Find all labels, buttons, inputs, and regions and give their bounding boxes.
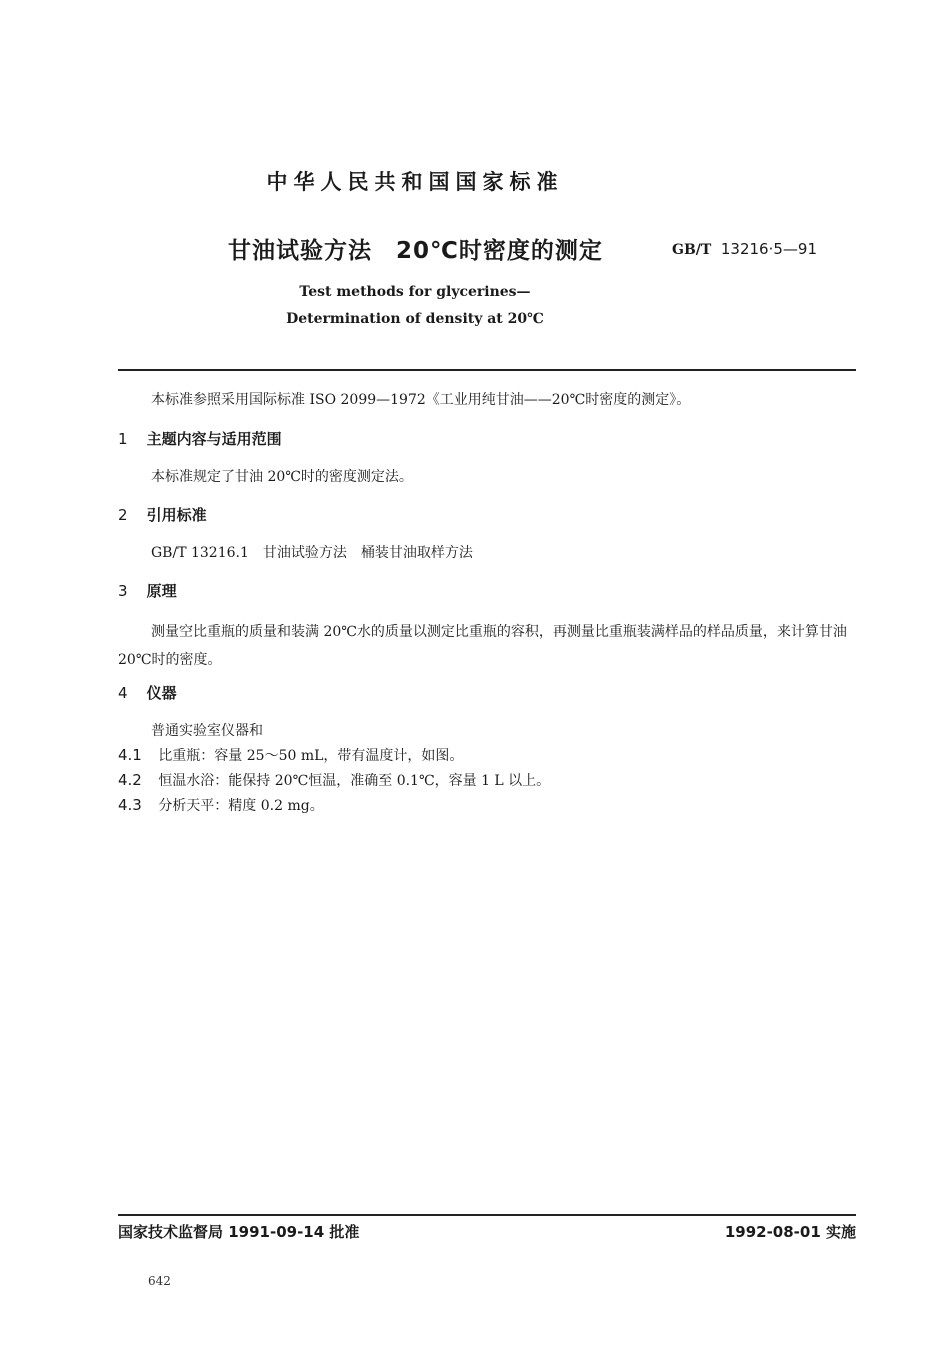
section-1-text: 本标准规定了甘油 20℃时的密度测定法。	[151, 469, 413, 485]
list-item-4-2	[118, 770, 550, 790]
footer-divider	[118, 1214, 856, 1216]
item-text: 分析天平：精度 0.2 mg。	[158, 798, 324, 814]
section-title: 引用标准	[146, 506, 207, 524]
section-2-text: GB/T 13216.1 甘油试验方法 桶装甘油取样方法	[151, 545, 473, 561]
item-number: 4.3	[118, 796, 142, 814]
section-2-heading	[118, 504, 207, 525]
section-number: 1	[118, 430, 128, 448]
section-number: 3	[118, 582, 128, 600]
header-divider	[118, 369, 856, 371]
intro-paragraph: 本标准参照采用国际标准 ISO 2099—1972《工业用纯甘油——20℃时密度的测定》。	[151, 392, 691, 408]
standard-number	[672, 240, 817, 258]
list-item-4-3	[118, 795, 324, 815]
section-4-text: 普通实验室仪器和	[151, 723, 263, 739]
section-title: 原理	[146, 582, 177, 600]
national-standard-heading: 中华人民共和国国家标准	[266, 170, 564, 194]
section-title: 主题内容与适用范围	[146, 430, 282, 448]
standard-prefix: GB/T	[672, 242, 712, 258]
page-number: 642	[148, 1274, 171, 1288]
section-3-heading	[118, 580, 177, 601]
approval-date: 国家技术监督局 1991-09-14 批准	[118, 1223, 360, 1241]
item-number: 4.1	[118, 746, 142, 764]
document-title-en-line1: Test methods for glycerines—	[299, 284, 531, 300]
section-4-heading	[118, 682, 177, 703]
implementation-date: 1992-08-01 实施	[724, 1223, 856, 1241]
item-number: 4.2	[118, 771, 142, 789]
document-title-en-line2: Determination of density at 20℃	[286, 311, 544, 327]
item-text: 恒温水浴：能保持 20℃恒温，准确至 0.1℃，容量 1 L 以上。	[158, 773, 551, 789]
section-3-text: 测量空比重瓶的质量和装满 20℃水的质量以测定比重瓶的容积，再测量比重瓶装满样品的样品质量，来计算甘油 20℃时的密度。	[118, 624, 847, 668]
item-text: 比重瓶：容量 25～50 mL，带有温度计，如图。	[158, 748, 464, 764]
standard-code: 13216·5—91	[720, 240, 817, 258]
section-number: 2	[118, 506, 128, 524]
section-number: 4	[118, 684, 128, 702]
section-1-heading	[118, 428, 282, 449]
list-item-4-1	[118, 745, 463, 765]
section-title: 仪器	[146, 684, 177, 702]
document-title-cn: 甘油试验方法 20℃时密度的测定	[228, 238, 603, 264]
